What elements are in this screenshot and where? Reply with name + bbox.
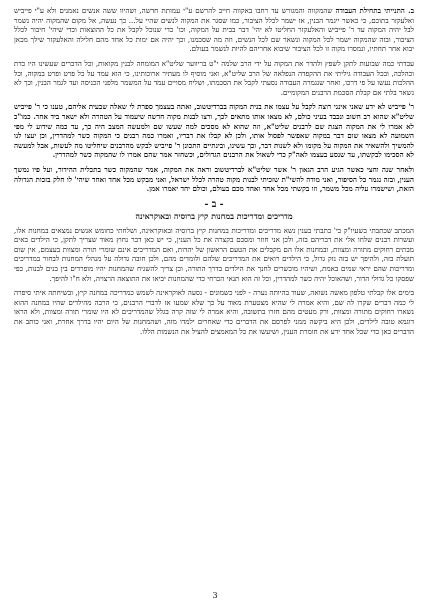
paragraph-lead: ב. התנייתי בתחילת העבודה [335,6,414,15]
paragraph-3 [14,102,414,160]
section-marker: - ב - [204,198,224,210]
section-title: מדריכים ומדריכות במחנות קיץ ברוסיה ובאוקראינה [135,210,293,221]
paragraph-2 [14,59,414,97]
paragraph-6 [14,288,414,336]
paragraph-text: עבדתי כמה שבועות לתקן לשפץ ולהדר את המקוה על ידי הרב שלמה י"ט בריווער שליט"א המומחה לבנין מקואות, וכל הדברים שעשינו היו כדת וכהלכה, ובכל העבודה גיליתי את ההקפדה הנפלאה של הרב שליט"א, ואני מוסיף לו מעתיר ארוכותינו, כי הוא עמד על כל פרט ופרט במקוה, וכל ההלכות נעשו על פי דרכו, ואחר שנגמרה העבודה נסעתי לקבל את הסכמתו, ושליח מסויים עמד על המשמר מלפני הכניסה ועד לגמר הבנין, וכך לא נשאר בלתי אם קבלת הסכמת הרבנים המקומיים. [14,58,414,97]
paragraph-4 [14,165,414,194]
paragraph-text: שהמקווה והמגורש עד רחבו באקווה חייב להרשם ע"י עמותת חדשה, ושהיוו ששה אנשים נאמנים ולא ע"י פייביש ואלעקזר בתוכם, כי כאשר ייגמר הבנין, אז ישמר לכלל הציבור, כמו שסגר את המקוה לנשים שהיי על... כך נעשה, אל מקום שהמקוה יהיה נשמר לבל יהיה המקוה עד ר' פייביש והאלעקזר החליטו לא יהי' דבר בבית על המקוה, וכו' כדי שנוכל לקבל את כל ההוצאות וכדי שיהי' חיבור לכלל הציבור, ובזה שהמקוה ישמר לכל המקוה ונשאר שם לכל הנשים, וזה מה שסכמנו, וכך יהיה אם ימות כל אחד מהם חלילה והאלעקזר שילך מכאן יבוא אחר תחתיו, ונמסרו מקוה זו לכל הציבור שיבוא אחריהם להיות לנשמר בעולם. [14,6,414,54]
paragraph-1 [14,6,414,54]
paragraph-5 [14,226,414,284]
paragraph-text: ר' פייביש לא ידע שאני אינני רוצה לקבל על עצמו את בנית המקוה בברדיטשוב, ואתה בעצמך ספרת לי שאלה שבעית אליהם, טענו כי ר' פייביש שליט"א שהוא רב חשוב ונכבד בעיני כולם, לא מצאו אותו מתאים לכך, ורצו לבנות מקוה חדשה שיעמוד על הטהרה ולא ישאר ביד אחד. כמו"כ לא אמרו לי את המקוה הצגת שם לרבנים שליט"א, וזה שהוא לא מסכים למה שעשו שם ולמעשה המצב היה כך, עד כמה שידוע לי מפי השמועה לא מצאו שום דבר במקוה שאפשר לפסול אותו, ולכן לא קבלו את דבריו, ואמרו כמה רבנים כי המקוה כשר למהדרין, וכן יעצו לנו להמשיך ולהשאיר את המקוה על מקומו ולא לשנות דבר, וכך עשינו, ובינתיים התכונן ר' פייביש לבקש מהרבנים שיחליטו מה לעשות, אבל למעשה לא הסכימו לבקשתו, עד שנסע בעצמו לאה"ק כדי לשאול את הרבנים הגדולים, וכשחזר אמר שהם אמרו לו שהמקוה כשר למהדרין. [14,102,414,160]
page-number: 3 [212,591,218,600]
paragraph-text: בימים אלו קבלתי טלפון מאשה נשואה, שעוד בהיותה נערה - לפני כשמונים - נסעה לאוקראינה לשמש כמדריכה במחנה קיץ, ובשיחתה איתי סיפרה לי כמה דברים שקרו לה שם, והיא אמרה לי שהיא מצטערת מאוד על כך שלא שמעו אז לדברי הרבנים, כי הרבה מהילדים שהיו במחנה ההוא נשארו רחוקים מתורה ומצוות, ורק מעטים מהם חזרו בתשובה, והיא אמרה לי שזה קרה בגלל שהמדריכים לא היו שומרי תורה ומצוות, ולא הראו דוגמא טובה לילדים, ולכן היא ביקשה ממני לפרסם את הדברים כדי שאחרים ילמדו מזה, ושהמחנות של היום יהיו בדרך אחרת, ואני כותב את הדברים כאן כדי שכל אחד ידע את חומרת הענין, ושיעשו את כל המאמצים להציל את הנשמות הללו. [14,288,414,336]
document-page [14,6,414,590]
paragraph-text: המכתב שכתבתי בשעיו"ק בי' כתבתי בענין נשא מדריכים ומדריכות במחנות קיץ ברוסיה ובאוקראינה, ושלחתי כחומש אנשים נמצאים במחנות אלו, ועשרות רבנים שלחו אלי את דבריהם בזה, ולכן אני חוזר ומסכם בקצרה את כל הענין, כי יש כאן דבר נחוץ מאוד שצריך לתקן, כי הילדים באים מבתים רחוקים מתורה ומצוות, ובמחנות אלו הם מקבלים את הטעם הראשון של יהדות, ואם המדריכים אינם שומרי תורה ומצוות בעצמם, אין שום תועלת בזה, ולהיפך יש בזה נזק גדול, כי הילדים רואים את המדריכים שלהם ולומדים מהם, ולכן חובה גדולה על מנהלי המחנות לבחור במדריכים ומדריכות שהם יראי שמים באמת, ושיהיו מוכשרים לחנך את הילדים בדרך התורה, וכן צריך להשגיח שהמחנות יהיו מופרדים בין בנים לבנות, כפי שפסקו כל גדולי הדור, ושהאוכל יהיה כשר למהדרין, וכל זה הוא תנאי הכרחי כדי שהמחנות יביאו את התוצאה הרצויה, ולא ח"ו להיפך. [14,225,414,283]
paragraph-text: ולאחר שנה וחצי כאשר הגיע הרב הגאון ר' אשר שליט"א לברדיטשוב וראה את המקוה, אמר שהמקוה כשר בתכלית ההידור, ועל פיו נמשך הענין, ובזה נגמר כל הסיפור, ואני מודה להשי"ת שזכיתי לבנות מקוה טהרה לכלל ישראל, ואני מבקש מכל אחד ואחד שיהי' לו חלק בזכות הגדולה הזאת, ושישמרו עליה מכל משמר, וזו בקשתי מכל אחד ואחד מכם בעולם, וכולם יחד יאמרו אמן. [14,164,414,194]
